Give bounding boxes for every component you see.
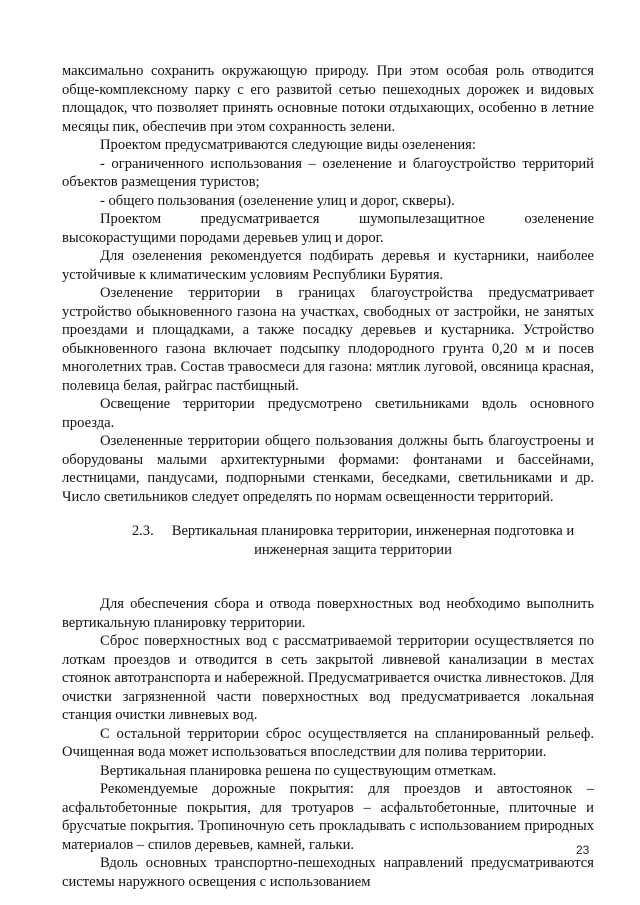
- section-number: 2.3.: [131, 523, 154, 539]
- paragraph: Озелененные территории общего пользования должны быть благоустроены и оборудованы малыми архитектурными формами: фонтанами и бассейнами, лестницами, пандусами, подпорными стенками, беседками, светильниками и др. Число светильников следует определять по нормам освещенности территорий.: [62, 433, 594, 505]
- section-title-line-2: инженерная защита территории: [254, 541, 452, 558]
- page-body: [62, 62, 594, 891]
- paragraph: С остальной территории сброс осуществляется на спланированный рельеф. Очищенная вода может использоваться впоследствии для полива территории.: [62, 725, 594, 760]
- paragraph: Проектом предусматривается шумопылезащитное озеленение высокорастущими породами деревьев улиц и дорог.: [62, 211, 594, 246]
- paragraph: Проектом предусматриваются следующие виды озеленения:: [100, 137, 476, 153]
- paragraphs-bottom: [62, 595, 594, 891]
- section-spacer: [62, 559, 594, 595]
- section-title-text-1: Вертикальная планировка территории, инженерная подготовка и: [171, 523, 575, 539]
- paragraph: - ограниченного использования – озеленение и благоустройство территорий объектов размещения туристов;: [62, 155, 594, 190]
- paragraph: максимально сохранить окружающую природу. При этом особая роль отводится обще-комплексному парку с его развитой сетью пешеходных дорожек и видовых площадок, что позволяет принять основные потоки отдыхающих, особенно в летние месяцы пик, обеспечив при этом сохранность зелени.: [62, 63, 594, 135]
- paragraph: - общего пользования (озеленение улиц и дорог, скверы).: [100, 192, 455, 209]
- paragraphs-top: [62, 62, 594, 506]
- paragraph: Для озеленения рекомендуется подбирать деревья и кустарники, наиболее устойчивые к климатическим условиям Республики Бурятия.: [62, 248, 594, 283]
- paragraph: Вдоль основных транспортно-пешеходных направлений предусматриваются системы наружного освещения с использованием: [62, 855, 594, 890]
- section-title-line-1: [112, 522, 594, 541]
- paragraph: Озеленение территории в границах благоустройства предусматривает устройство обыкновенного газона на участках, свободных от застройки, не занятых проездами и площадками, а также посадку деревьев и кустарника. Устройство обыкновенного газона включает подсыпку плодородного грунта 0,20 м и посев многолетних трав. Состав травосмеси для газона: мятлик луговой, овсяница красная, полевица белая, райграс пастбищный.: [62, 285, 594, 394]
- paragraph: Освещение территории предусмотрено светильниками вдоль основного проезда.: [62, 396, 594, 431]
- paragraph: Сброс поверхностных вод с рассматриваемой территории осуществляется по лоткам проездов и отводится в сеть закрытой ливневой канализации в местах стоянок автотранспорта и набережной. Предусматривается очистка ливнестоков. Для очистки загрязненной части поверхностных вод предусматривается локальная станция очистки ливневых вод.: [62, 633, 594, 723]
- page-number: 23: [576, 843, 590, 857]
- paragraph: Для обеспечения сбора и отвода поверхностных вод необходимо выполнить вертикальную планировку территории.: [62, 596, 594, 631]
- paragraph: Рекомендуемые дорожные покрытия: для проездов и автостоянок – асфальтобетонные покрытия, для тротуаров – асфальтобетонные, плиточные и брусчатые покрытия. Тропиночную сеть прокладывать с использованием природных материалов – спилов деревьев, камней, гальки.: [62, 781, 594, 853]
- section-heading: [62, 522, 594, 559]
- paragraph: Вертикальная планировка решена по существующим отметкам.: [100, 762, 497, 779]
